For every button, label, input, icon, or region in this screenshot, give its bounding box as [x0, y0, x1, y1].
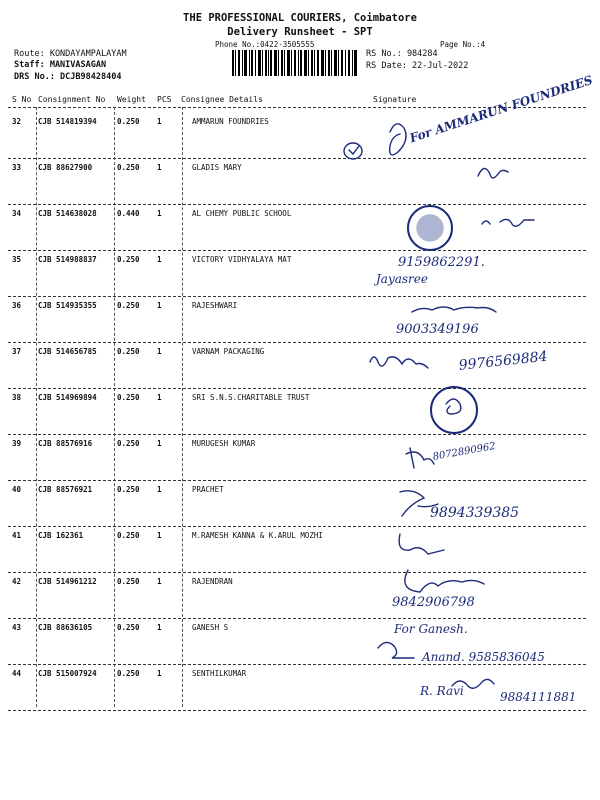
row-pcs: 1 [157, 163, 162, 172]
col-consignee: Consignee Details [181, 95, 263, 104]
row-consignment: CJB 515007924 [38, 669, 97, 678]
row-sno: 35 [12, 255, 22, 264]
row-weight: 0.250 [117, 347, 140, 356]
signature-mark [406, 448, 434, 468]
row-pcs: 1 [157, 485, 162, 494]
row-consignee: AMMARUN FOUNDRIES [192, 117, 269, 126]
row-consignee: M.RAMESH KANNA & K.ARUL MOZHI [192, 531, 323, 540]
row-sno: 34 [12, 209, 22, 218]
row-weight: 0.250 [117, 669, 140, 678]
row-consignee: RAJENDRAN [192, 577, 233, 586]
row-pcs: 1 [157, 255, 162, 264]
row-weight: 0.250 [117, 117, 140, 126]
handwritten-phone-42: 9842906798 [392, 595, 475, 610]
row-pcs: 1 [157, 209, 162, 218]
row-consignee: VARNAM PACKAGING [192, 347, 265, 356]
page-number: Page No.:4 [440, 40, 486, 49]
handwritten-name-43: For Ganesh. [394, 622, 468, 636]
row-pcs: 1 [157, 439, 162, 448]
row-sno: 43 [12, 623, 22, 632]
row-consignee: MURUGESH KUMAR [192, 439, 256, 448]
handwritten-phone-36: 9003349196 [396, 322, 479, 337]
row-consignment: CJB 514819394 [38, 117, 97, 126]
row-consignment: CJB 514988837 [38, 255, 97, 264]
row-sno: 40 [12, 485, 22, 494]
signature-mark [412, 307, 496, 312]
row-pcs: 1 [157, 531, 162, 540]
phone-number: Phone No.:0422-3505555 [215, 40, 315, 49]
row-weight: 0.250 [117, 301, 140, 310]
row-sno: 41 [12, 531, 22, 540]
handwritten-anand-43: Anand. 9585836045 [422, 650, 545, 664]
row-pcs: 1 [157, 117, 162, 126]
signature-mark [482, 219, 534, 226]
row-sno: 44 [12, 669, 22, 678]
signature-mark [349, 146, 359, 154]
drs-number: DRS No.: DCJB98428404 [14, 72, 122, 82]
row-consignment: CJB 514961212 [38, 577, 97, 586]
row-weight: 0.250 [117, 485, 140, 494]
row-consignment: CJB 514638028 [38, 209, 97, 218]
row-consignee: SENTHILKUMAR [192, 669, 247, 678]
row-consignee: GLADIS MARY [192, 163, 242, 172]
signature-mark [446, 399, 461, 414]
row-weight: 0.250 [117, 531, 140, 540]
signature-mark [390, 124, 406, 155]
row-weight: 0.250 [117, 393, 140, 402]
stamp-text-32: For AMMARUN FOUNDRIES [408, 72, 595, 146]
row-sno: 37 [12, 347, 22, 356]
row-consignment: CJB 514935355 [38, 301, 97, 310]
row-sno: 33 [12, 163, 22, 172]
col-pcs: PCS [157, 95, 172, 104]
rs-number: RS No.: 984284 [366, 49, 438, 59]
row-pcs: 1 [157, 347, 162, 356]
row-consignment: CJB 88627900 [38, 163, 93, 172]
signature-mark [370, 357, 428, 368]
row-consignee: SRI S.N.S.CHARITABLE TRUST [192, 393, 310, 402]
row-consignment: CJB 514969894 [38, 393, 97, 402]
college-seal [431, 387, 477, 433]
handwritten-name-44: R. Ravi [420, 684, 464, 698]
row-pcs: 1 [157, 301, 162, 310]
col-consignment: Consignment No [38, 95, 106, 104]
row-sno: 32 [12, 117, 22, 126]
row-consignee: RAJESHWARI [192, 301, 238, 310]
row-consignee: AL CHEMY PUBLIC SCHOOL [192, 209, 292, 218]
handwritten-phone-35: 9159862291. [398, 255, 485, 270]
row-pcs: 1 [157, 393, 162, 402]
row-weight: 0.250 [117, 577, 140, 586]
signature-mark [399, 534, 444, 554]
row-weight: 0.250 [117, 255, 140, 264]
col-signature: Signature [373, 95, 417, 104]
row-consignee: VICTORY VIDHYALAYA MAT [192, 255, 292, 264]
route-label: Route: KONDAYAMPALAYAM [14, 49, 127, 59]
document-title: Delivery Runsheet - SPT [227, 26, 373, 38]
staff-label: Staff: MANIVASAGAN [14, 60, 107, 70]
row-consignee: PRACHET [192, 485, 224, 494]
row-sno: 39 [12, 439, 22, 448]
row-consignment: CJB 162361 [38, 531, 84, 540]
row-consignment: CJB 88576916 [38, 439, 93, 448]
row-weight: 0.440 [117, 209, 140, 218]
row-consignment: CJB 88636105 [38, 623, 93, 632]
signature-mark [405, 570, 484, 592]
signature-mark [378, 642, 414, 658]
row-pcs: 1 [157, 577, 162, 586]
handwritten-phone-39: 8072890962 [432, 440, 497, 463]
row-weight: 0.250 [117, 163, 140, 172]
handwritten-name-35: Jayasree [376, 272, 428, 286]
row-consignment: CJB 88576921 [38, 485, 93, 494]
handwritten-phone-44: 9884111881 [500, 690, 577, 704]
company-name: THE PROFESSIONAL COURIERS, Coimbatore [183, 12, 417, 24]
rs-date: RS Date: 22-Jul-2022 [366, 61, 469, 71]
row-sno: 42 [12, 577, 22, 586]
col-sno: S No [12, 95, 32, 104]
row-sno: 36 [12, 301, 22, 310]
handwritten-phone-37: 9976569884 [458, 348, 549, 374]
school-seal-inner [417, 215, 443, 241]
row-consignee: GANESH S [192, 623, 229, 632]
row-pcs: 1 [157, 623, 162, 632]
row-pcs: 1 [157, 669, 162, 678]
row-weight: 0.250 [117, 623, 140, 632]
row-weight: 0.250 [117, 439, 140, 448]
col-weight: Weight [117, 95, 146, 104]
row-sno: 38 [12, 393, 22, 402]
signature-mark [478, 168, 508, 178]
row-consignment: CJB 514656785 [38, 347, 97, 356]
handwritten-phone-40: 9894339385 [430, 505, 520, 521]
